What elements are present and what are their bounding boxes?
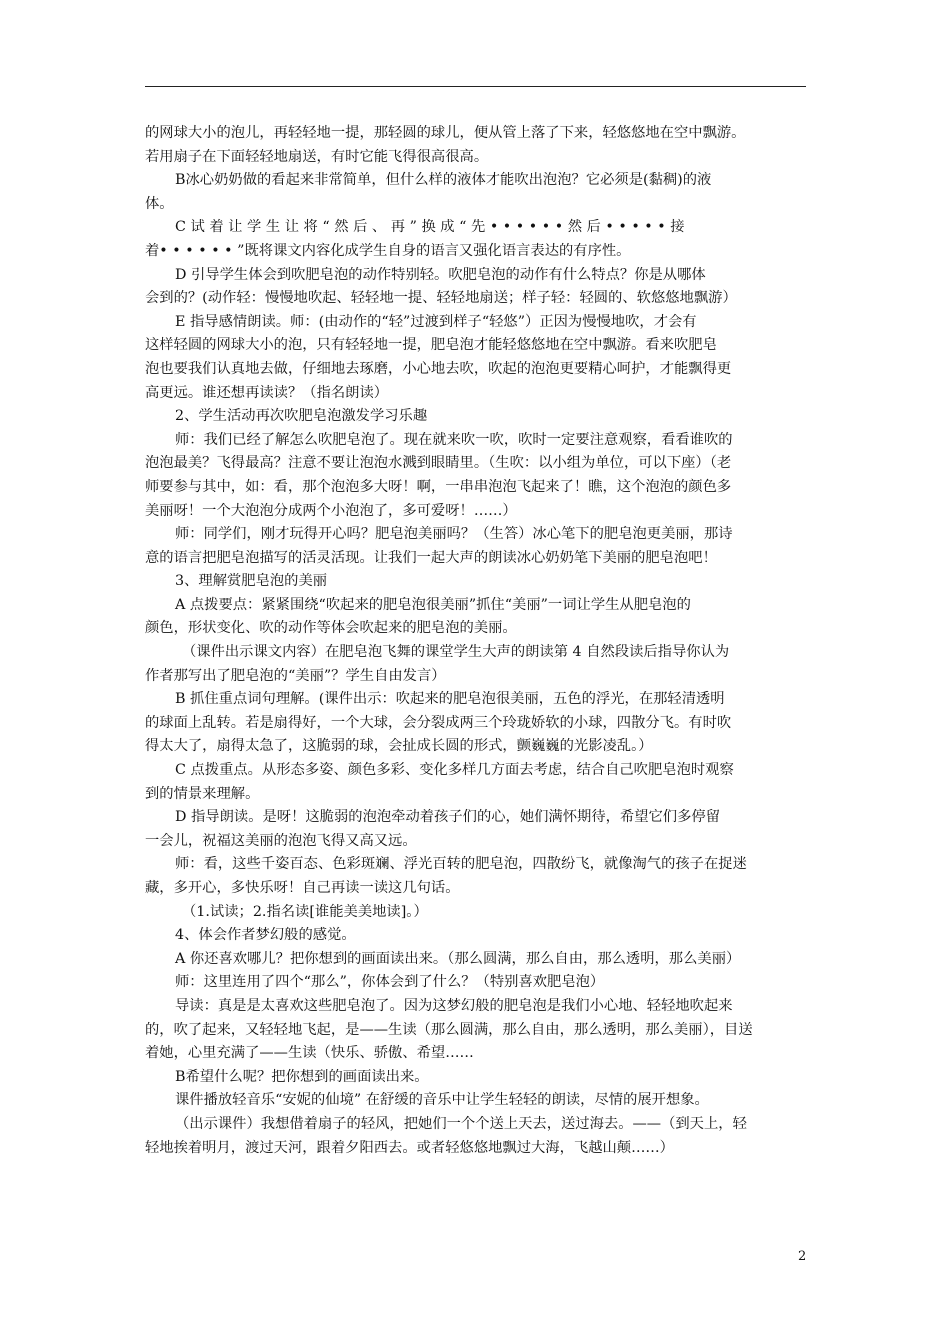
text-line: 美丽呀！一个大泡泡分成两个小泡泡了，多可爱呀！……）	[145, 502, 517, 519]
text-line: B冰心奶奶做的看起来非常简单，但什么样的液体才能吹出泡泡？它必须是(黏稠)的液	[175, 172, 712, 189]
text-line: 师：我们已经了解怎么吹肥皂泡了。现在就来吹一吹，吹时一定要注意观察，看看谁吹的	[175, 431, 733, 448]
text-line: A 点拨要点：紧紧围绕“吹起来的肥皂泡很美丽”抓住“美丽”一词让学生从肥皂泡的	[175, 596, 691, 613]
text-line: 这样轻圆的网球大小的泡，只有轻轻地一提，肥皂泡才能轻悠悠地在空中飘游。看来吹肥皂	[145, 337, 717, 354]
text-line: 的网球大小的泡儿，再轻轻地一提，那轻圆的球儿，便从管上落了下来，轻悠悠地在空中飘游。	[145, 125, 746, 141]
text-line: 颜色，形状变化、吹的动作等体会吹起来的肥皂泡的美丽。	[145, 620, 517, 637]
text-line: 师：同学们，刚才玩得开心吗？肥皂泡美丽吗？（生答）冰心笔下的肥皂泡更美丽，那诗	[175, 526, 733, 543]
text-line: D 引导学生体会到吹肥皂泡的动作特别轻。吹肥皂泡的动作有什么特点？你是从哪体	[175, 266, 706, 283]
text-line: C 试 着 让 学 生 让 将 “ 然 后 、 再 ” 换 成 “ 先 • • • • • • 然 后 • • • • • 接	[175, 219, 685, 236]
text-line: 着• • • • • • ”既将课文内容化成学生自身的语言又强化语言表达的有序性。	[145, 242, 631, 259]
text-line: 得太大了，扇得太急了，这脆弱的球，会扯成长圆的形式，颤巍巍的光影凌乱。）	[145, 738, 653, 755]
text-line: 到的情景来理解。	[145, 785, 260, 802]
text-line: 一会儿，祝福这美丽的泡泡飞得又高又远。	[145, 832, 417, 849]
text-line: 轻地挨着明月，渡过天河，跟着夕阳西去。或者轻悠悠地飘过大海，飞越山颠……）	[145, 1139, 674, 1156]
text-line: 作者那写出了肥皂泡的“美丽”？学生自由发言）	[145, 667, 446, 684]
text-line: 泡也要我们认真地去做，仔细地去琢磨，小心地去吹，吹起的泡泡更要精心呵护，才能飘得更	[145, 360, 732, 377]
text-line: 意的语言把肥皂泡描写的活灵活现。让我们一起大声的朗读冰心奶奶笔下美丽的肥皂泡吧！	[145, 549, 717, 566]
text-line: 课件播放轻音乐“安妮的仙境” 在舒缓的音乐中让学生轻轻的朗读，尽情的展开想象。	[175, 1092, 709, 1109]
text-line: 会到的？(动作轻：慢慢地吹起、轻轻地一提、轻轻地扇送；样子轻：轻圆的、软悠悠地飘游）	[145, 290, 737, 307]
section-heading: 2、学生活动再次吹肥皂泡激发学习乐趣	[175, 408, 428, 425]
text-line: 泡泡最美？飞得最高？注意不要让泡泡水溅到眼睛里。（生吹：以小组为单位，可以下座）（老	[145, 455, 732, 472]
text-line: （课件出示课文内容）在肥皂泡飞舞的课堂学生大声的朗读第 4 自然段读后指导你认为	[182, 644, 730, 661]
text-line: 的球面上乱转。若是扇得好，一个大球，会分裂成两三个玲珑娇软的小球，四散分飞。有时吹	[145, 714, 732, 731]
text-line: B 抓住重点词句理解。(课件出示：吹起来的肥皂泡很美丽，五色的浮光，在那轻清透明	[175, 691, 725, 708]
text-line: 若用扇子在下面轻轻地扇送，有时它能飞得很高很高。	[145, 148, 489, 165]
section-heading: 3、理解赏肥皂泡的美丽	[175, 573, 328, 590]
section-heading: 4、体会作者梦幻般的感觉。	[175, 927, 356, 944]
text-line: A 你还喜欢哪儿？把你想到的画面读出来。（那么圆满，那么自由，那么透明，那么美丽）	[175, 950, 741, 967]
text-line: C 点拨重点。从形态多姿、颜色多彩、变化多样几方面去考虑，结合自己吹肥皂泡时观察	[175, 762, 734, 779]
text-line: 导读：真是是太喜欢这些肥皂泡了。因为这梦幻般的肥皂泡是我们小心地、轻轻地吹起来	[175, 997, 733, 1014]
text-line: E 指导感情朗读。师：(由动作的“轻”过渡到样子“轻悠”）正因为慢慢地吹，才会有	[175, 313, 697, 330]
text-line: 师要参与其中，如：看，那个泡泡多大呀！啊，一串串泡泡飞起来了！瞧，这个泡泡的颜色多	[145, 478, 732, 495]
text-line: B希望什么呢？把你想到的画面读出来。	[175, 1068, 429, 1085]
text-line: 高更远。谁还想再读读？（指名朗读）	[145, 384, 389, 401]
text-line: 藏，多开心，多快乐呀！自己再读一读这几句话。	[145, 880, 460, 896]
document-body	[145, 122, 817, 1160]
page-number: 2	[798, 1249, 807, 1264]
text-line: （出示课件）我想借着扇子的轻风，把她们一个个送上天去，送过海去。——（到天上，轻	[175, 1115, 747, 1132]
text-line: 师：看，这些千姿百态、色彩斑斓、浮光百转的肥皂泡，四散纷飞，就像淘气的孩子在捉迷	[175, 856, 747, 873]
text-line: 师：这里连用了四个“那么”，你体会到了什么？（特别喜欢肥皂泡）	[175, 974, 605, 991]
text-line: D 指导朗读。是呀！这脆弱的泡泡牵动着孩子们的心，她们满怀期待，希望它们多停留	[175, 809, 720, 826]
header-rule	[145, 86, 806, 87]
text-line: （1.试读；2.指名读[谁能美美地读]。）	[182, 903, 428, 920]
text-line: 的，吹了起来，又轻轻地飞起，是——生读（那么圆满，那么自由，那么透明，那么美丽），目送	[145, 1021, 753, 1038]
text-line: 体。	[145, 195, 174, 212]
text-line: 着她，心里充满了——生读（快乐、骄傲、希望……	[145, 1045, 474, 1062]
